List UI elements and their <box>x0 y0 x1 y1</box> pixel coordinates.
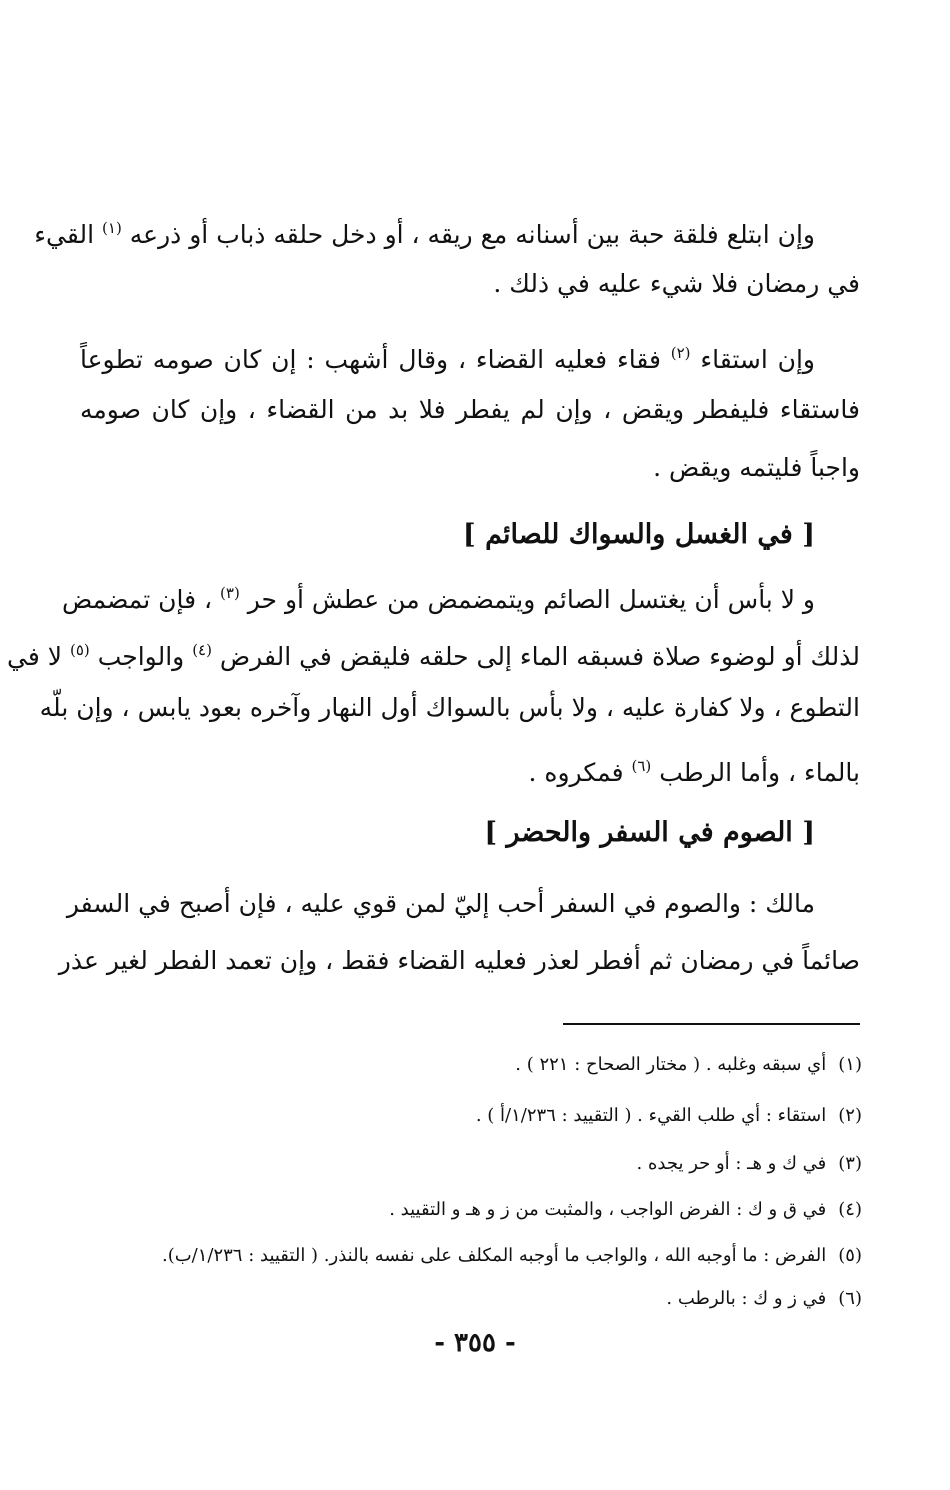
footnote-ref[interactable]: (٣) <box>220 584 240 602</box>
footnote <box>60 1196 862 1224</box>
section-heading: [ الصوم في السفر والحضر ] <box>484 817 815 848</box>
footnote-number: (٤) <box>838 1199 862 1220</box>
body-line <box>80 748 860 791</box>
body-line <box>80 392 860 428</box>
footnote <box>60 1102 862 1130</box>
footnote-number: (٥) <box>838 1245 862 1266</box>
footnote-text: في ك و هـ : أو حر يجده . <box>636 1153 827 1174</box>
text-run: ، فإن تمضمض <box>62 585 213 614</box>
text-run: فاستقاء فليفطر ويقض ، وإن لم يفطر فلا بد من القضاء ، وإن كان صومه <box>80 395 860 424</box>
footnote-ref[interactable]: (٥) <box>70 641 90 659</box>
footnote-text: أي سبقه وغلبه . ( مختار الصحاح : ٢٢١ ) . <box>515 1054 827 1075</box>
text-run: بالماء ، وأما الرطب <box>659 758 860 787</box>
body-line <box>34 210 815 253</box>
footnote-text: استقاء : أي طلب القيء . ( التقييد : ١/٢٣٦/أ ) . <box>475 1105 827 1126</box>
footnote-ref[interactable]: (١) <box>102 219 122 237</box>
text-run: فمكروه . <box>528 758 624 787</box>
text-run: لذلك أو لوضوء صلاة فسبقه الماء إلى حلقه فليقض في الفرض <box>219 642 860 671</box>
text-run: القيء <box>34 220 95 249</box>
body-line <box>58 943 860 979</box>
text-run: وإن استقاء <box>700 345 816 374</box>
footnote-text: في ز و ك : بالرطب . <box>666 1288 827 1309</box>
footnote-number: (٦) <box>838 1288 862 1309</box>
text-run: لا في <box>7 642 63 671</box>
body-line <box>39 690 860 726</box>
text-run: و لا بأس أن يغتسل الصائم ويتمضمض من عطش أو حر <box>247 585 815 614</box>
text-run: فقاء فعليه القضاء ، وقال أشهب : إن كان صومه تطوعاً <box>80 345 661 374</box>
footnote <box>60 1285 862 1313</box>
body-line <box>80 450 860 486</box>
body-line <box>7 632 860 675</box>
footnote-text: الفرض : ما أوجبه الله ، والواجب ما أوجبه المكلف على نفسه بالنذر. ( التقييد : ١/٢٣٦/ب). <box>161 1245 827 1266</box>
footnote <box>60 1051 862 1079</box>
text-run: في رمضان فلا شيء عليه في ذلك . <box>493 269 860 298</box>
body-line <box>66 886 815 922</box>
footnote <box>60 1242 862 1270</box>
text-run: والواجب <box>97 642 185 671</box>
footnote-separator <box>563 1023 860 1025</box>
footnote-number: (٣) <box>838 1153 862 1174</box>
section-heading: [ في الغسل والسواك للصائم ] <box>462 519 815 550</box>
footnote-ref[interactable]: (٢) <box>670 344 691 362</box>
footnote-number: (٢) <box>838 1105 862 1126</box>
footnote-text: في ق و ك : الفرض الواجب ، والمثبت من ز و هـ و التقييد . <box>389 1199 827 1220</box>
text-run: وإن ابتلع فلقة حبة بين أسنانه مع ريقه ، أو دخل حلقه ذباب أو ذرعه <box>129 220 815 249</box>
footnote-ref[interactable]: (٦) <box>631 757 652 775</box>
footnote-number: (١) <box>838 1054 862 1075</box>
footnote <box>60 1150 862 1178</box>
text-run: واجباً فليتمه ويقض . <box>653 453 860 482</box>
page-number: - ٣٥٥ - <box>434 1328 516 1358</box>
text-run: التطوع ، ولا كفارة عليه ، ولا بأس بالسواك أول النهار وآخره بعود يابس ، وإن بلّه <box>39 693 860 722</box>
text-run: صائماً في رمضان ثم أفطر لعذر فعليه القضاء فقط ، وإن تعمد الفطر لغير عذر <box>58 946 860 975</box>
body-line <box>80 335 815 378</box>
footnote-ref[interactable]: (٤) <box>192 641 212 659</box>
body-line <box>80 266 860 302</box>
body-line <box>62 575 815 618</box>
text-run: مالك : والصوم في السفر أحب إليّ لمن قوي عليه ، فإن أصبح في السفر <box>66 889 815 918</box>
